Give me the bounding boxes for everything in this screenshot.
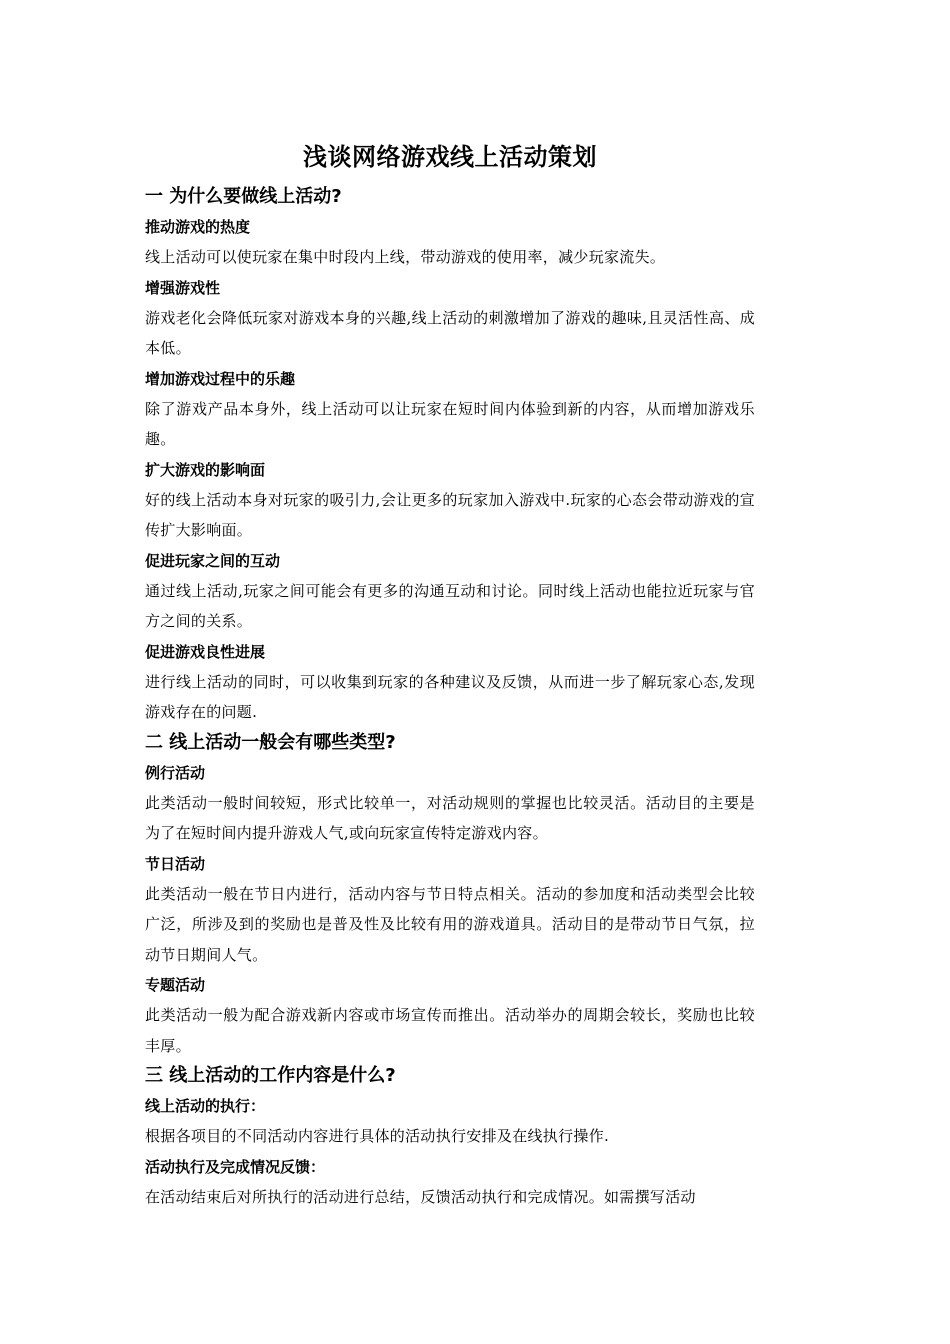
item-body: 通过线上活动,玩家之间可能会有更多的沟通互动和讨论。同时线上活动也能拉近玩家与官方之间的关系。 xyxy=(145,581,755,630)
item-body: 此类活动一般时间较短，形式比较单一，对活动规则的掌握也比较灵活。活动目的主要是为了在短时间内提升游戏人气,或向玩家宣传特定游戏内容。 xyxy=(145,793,755,842)
list-item xyxy=(145,364,755,455)
list-item xyxy=(145,212,755,273)
section-heading: 二 线上活动一般会有哪些类型? xyxy=(145,731,396,753)
item-title: 推动游戏的热度 xyxy=(145,218,251,236)
list-item xyxy=(145,455,755,546)
item-title: 线上活动的执行： xyxy=(145,1097,266,1115)
list-item xyxy=(145,546,755,637)
list-item xyxy=(145,970,755,1061)
list-item xyxy=(145,1091,755,1152)
list-item xyxy=(145,849,755,971)
item-title: 增强游戏性 xyxy=(145,278,221,297)
list-item xyxy=(145,758,755,849)
item-body: 进行线上活动的同时，可以收集到玩家的各种建议及反馈，从而进一步了解玩家心态,发现游戏存在的问题. xyxy=(145,672,755,721)
item-title: 专题活动 xyxy=(145,976,206,994)
list-item xyxy=(145,1152,755,1213)
item-title: 增加游戏过程中的乐趣 xyxy=(145,369,296,388)
item-body: 在活动结束后对所执行的活动进行总结，反馈活动执行和完成情况。如需撰写活动 xyxy=(145,1187,696,1206)
item-body: 此类活动一般在节日内进行，活动内容与节日特点相关。活动的参加度和活动类型会比较广泛，所涉及到的奖励也是普及性及比较有用的游戏道具。活动目的是带动节日气氛，拉动节日期间人气。 xyxy=(145,884,755,964)
item-body: 线上活动可以使玩家在集中时段内上线，带动游戏的使用率，减少玩家流失。 xyxy=(145,248,666,266)
section-types xyxy=(145,728,755,1062)
document-page xyxy=(145,138,755,1212)
section-work-content xyxy=(145,1061,755,1212)
item-body: 除了游戏产品本身外，线上活动可以让玩家在短时间内体验到新的内容，从而增加游戏乐趣。 xyxy=(145,399,755,448)
item-body: 好的线上活动本身对玩家的吸引力,会让更多的玩家加入游戏中.玩家的心态会带动游戏的宣传扩大影响面。 xyxy=(145,490,755,539)
item-title: 扩大游戏的影响面 xyxy=(145,460,266,479)
item-title: 促进游戏良性进展 xyxy=(145,642,266,661)
section-heading: 三 线上活动的工作内容是什么? xyxy=(145,1065,396,1086)
document-title: 浅谈网络游戏线上活动策划 xyxy=(303,143,597,171)
item-title: 活动执行及完成情况反馈： xyxy=(145,1157,326,1176)
section-why xyxy=(145,182,755,728)
item-title: 例行活动 xyxy=(145,763,206,782)
list-item xyxy=(145,637,755,728)
section-heading: 一 为什么要做线上活动? xyxy=(145,186,342,207)
item-body: 此类活动一般为配合游戏新内容或市场宣传而推出。活动举办的周期会较长，奖励也比较丰厚。 xyxy=(145,1006,755,1055)
list-item xyxy=(145,273,755,364)
item-title: 节日活动 xyxy=(145,854,206,873)
item-body: 游戏老化会降低玩家对游戏本身的兴趣,线上活动的刺激增加了游戏的趣味,且灵活性高、成本低。 xyxy=(145,308,755,357)
item-title: 促进玩家之间的互动 xyxy=(145,551,281,570)
item-body: 根据各项目的不同活动内容进行具体的活动执行安排及在线执行操作. xyxy=(145,1127,610,1145)
